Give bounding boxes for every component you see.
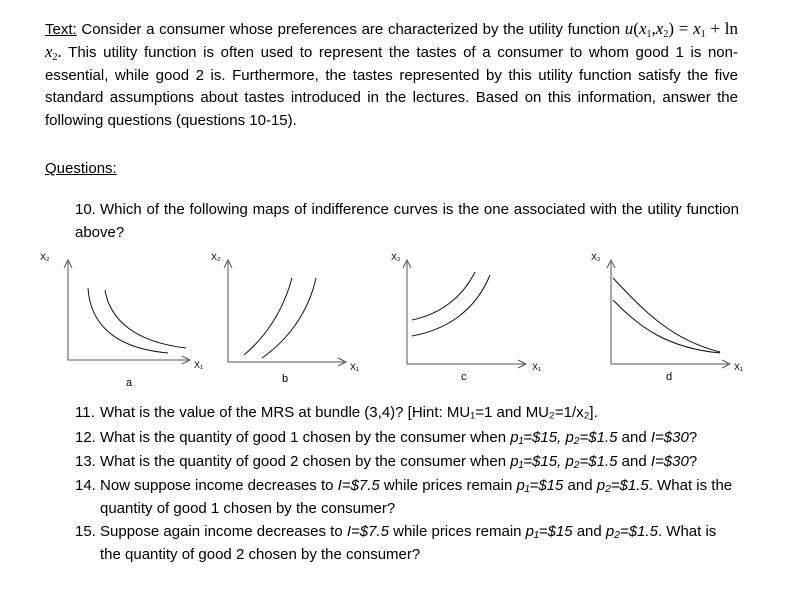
graph-b-curve-1 bbox=[244, 278, 292, 355]
graph-d-y-label: X₂ bbox=[591, 252, 601, 262]
graph-b-y-label: X₂ bbox=[211, 252, 221, 262]
graph-a-letter: a bbox=[126, 377, 133, 389]
graph-b-axes bbox=[228, 262, 344, 362]
graph-d-curve-2 bbox=[613, 300, 720, 353]
graph-a-y-label: X₂ bbox=[40, 252, 50, 262]
question-12: 12. What is the quantity of good 1 chosen by the consumer when p₁=$15, p₂=$1.5 and I=$30? bbox=[75, 429, 698, 446]
indifference-curve-maps bbox=[0, 240, 794, 390]
graph-d-x-label: X₁ bbox=[734, 362, 744, 372]
questions-heading: Questions: bbox=[45, 160, 117, 177]
intro-paragraph bbox=[45, 18, 738, 132]
graph-c-curve-1 bbox=[412, 272, 475, 320]
graph-b bbox=[211, 252, 359, 385]
graph-c-x-label: X₁ bbox=[532, 362, 542, 372]
question-10: 10. Which of the following maps of indifference curves is the one associated with the utility function above? bbox=[75, 201, 739, 241]
graph-d-axes bbox=[611, 262, 728, 364]
intro-text-after: This utility function is often used to represent the tastes of a consumer to whom good 1 is non-essential, while good 2 is. Furthermore, the tastes represented by this utility function satisfy the five standard assumptions about tastes introduced in the lectures. Based on this information, answer the following questions (questions 10-15). bbox=[45, 44, 738, 129]
question-11: 11. What is the value of the MRS at bundle (3,4)? [Hint: MU₁=1 and MU₂=1/x₂]. bbox=[75, 404, 598, 421]
intro-text-before: Consider a consumer whose preferences are characterized by the utility function bbox=[81, 21, 621, 38]
graph-c-y-label: X₂ bbox=[391, 252, 401, 262]
question-13: 13. What is the quantity of good 2 chosen by the consumer when p₁=$15, p₂=$1.5 and I=$30? bbox=[75, 453, 698, 470]
graph-c-curve-2 bbox=[412, 275, 490, 336]
intro-label: Text: bbox=[45, 21, 77, 38]
graph-a-x-label: X₁ bbox=[194, 360, 204, 370]
graph-d bbox=[591, 252, 743, 383]
graph-b-x-label: X₁ bbox=[350, 362, 360, 372]
graph-c bbox=[391, 252, 541, 383]
question-14: 14. Now suppose income decreases to I=$7.5 while prices remain p₁=$15 and p₂=$1.5. What is the quantity of good 1 chosen by the consumer? bbox=[75, 477, 733, 517]
graph-d-letter: d bbox=[666, 371, 673, 383]
utility-formula: $u(x_1,x_2) = x_1 + \ln x_2$. bbox=[45, 19, 739, 64]
graph-c-letter: c bbox=[461, 371, 467, 383]
graph-a-curve-1 bbox=[88, 288, 168, 353]
graph-c-axes bbox=[407, 262, 524, 364]
graph-b-letter: b bbox=[282, 373, 289, 385]
graph-a bbox=[40, 252, 203, 389]
graph-b-curve-2 bbox=[262, 278, 316, 358]
question-15: 15. Suppose again income decreases to I=$7.5 while prices remain p₁=$15 and p₂=$1.5. What is the quantity of good 2 chosen by the consumer? bbox=[75, 523, 717, 563]
graph-a-curve-2 bbox=[105, 290, 186, 348]
